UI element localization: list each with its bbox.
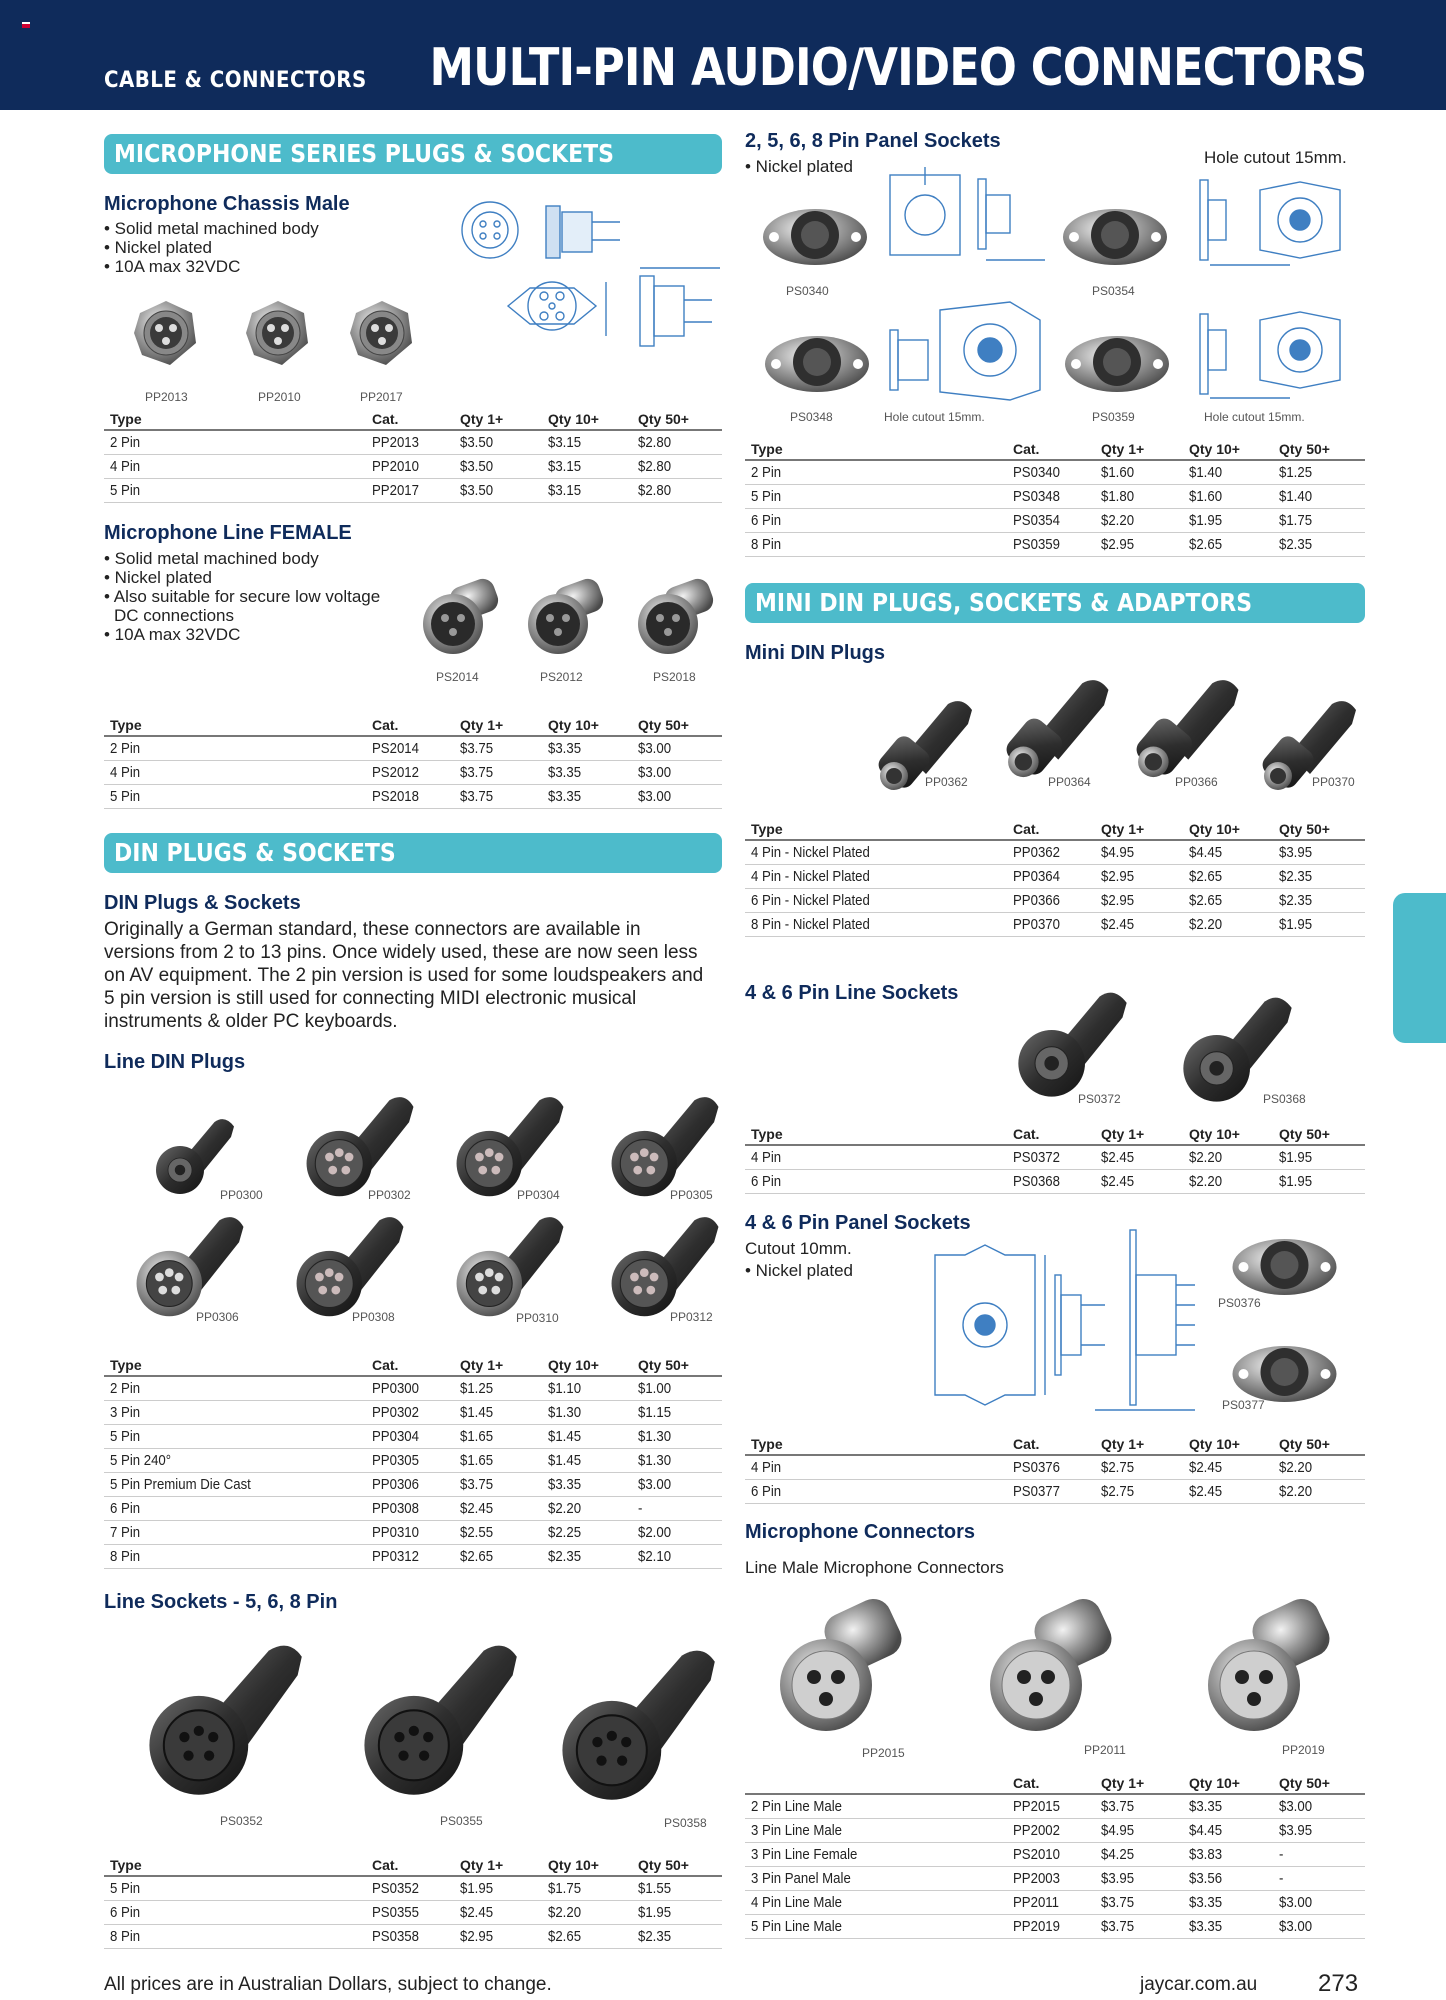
pp0364-image [995, 668, 1115, 788]
section-tab [1393, 893, 1446, 1043]
table-row: 8 Pin - Nickel Plated PP0370 $2.45 $2.20 $1.95 [745, 912, 1365, 936]
line-female-bullets: • Solid metal machined body • Nickel plated • Also suitable for secure low voltage DC connections • 10A max 32VDC [104, 549, 381, 644]
table-row: 5 Pin Line Male PP2019 $3.75 $3.35 $3.00 [745, 1914, 1365, 1938]
mini-panel-bullets: Cutout 10mm. • Nickel plated [745, 1239, 854, 1280]
table-row: 8 Pin PS0358 $2.95 $2.65 $2.35 [104, 1924, 722, 1948]
caption: PP0362 [925, 775, 968, 789]
mini-panel-diagram [925, 1225, 1210, 1415]
panel-sockets-table: Type Cat. Qty 1+ Qty 10+ Qty 50+ 2 Pin PS0340 $1.60 $1.40 $1.25 5 Pin PS0348 $1.80 $1.60 $1.40 6 Pin PS0354 $2.20 $1.95 $1.75 8 Pin PS0359 $2.95 $2.65 $2.35 [745, 438, 1365, 557]
ps0372-image [1010, 980, 1135, 1105]
pp2013-image [126, 293, 206, 373]
pp2011-image [978, 1595, 1128, 1745]
caption: PP2013 [145, 390, 188, 404]
page-number: 273 [1318, 1970, 1359, 1997]
hole-cutout-note: Hole cutout 15mm. [1204, 148, 1347, 167]
pp0305-image [605, 1085, 725, 1205]
pp0306-image [130, 1205, 250, 1325]
table-row: 5 Pin PS0348 $1.80 $1.60 $1.40 [745, 484, 1365, 508]
panel-socket-diagram-2 [1190, 170, 1350, 280]
caption: PS0358 [664, 1816, 707, 1830]
table-row: 2 Pin Line Male PP2015 $3.75 $3.35 $3.00 [745, 1794, 1365, 1818]
table-row: 5 Pin PS2018 $3.75 $3.35 $3.00 [104, 784, 722, 808]
pp0302-image [300, 1085, 420, 1205]
pp0308-image [290, 1205, 410, 1325]
table-row: 4 Pin PP2010 $3.50 $3.15 $2.80 [104, 454, 722, 478]
table-row: 6 Pin PS0355 $2.45 $2.20 $1.95 [104, 1900, 722, 1924]
caption: PP2015 [862, 1746, 905, 1760]
mini-line-sockets-title: 4 & 6 Pin Line Sockets [745, 982, 959, 1004]
table-row: 5 Pin PP0304 $1.65 $1.45 $1.30 [104, 1424, 722, 1448]
chassis-male-table: Type Cat. Qty 1+ Qty 10+ Qty 50+ 2 Pin PP2013 $3.50 $3.15 $2.80 4 Pin PP2010 $3.50 $3.15 $2.80 5 Pin PP2017 $3.50 $3.15 $2.80 [104, 408, 722, 503]
caption: PS0359 [1092, 410, 1135, 424]
caption: PP2019 [1282, 1743, 1325, 1757]
table-row: 4 Pin PS2012 $3.75 $3.35 $3.00 [104, 760, 722, 784]
caption: PS0377 [1222, 1398, 1265, 1412]
table-row: 5 Pin Premium Die Cast PP0306 $3.75 $3.35 $3.00 [104, 1472, 722, 1496]
table-row: 4 Pin Line Male PP2011 $3.75 $3.35 $3.00 [745, 1890, 1365, 1914]
table-row: 5 Pin PP2017 $3.50 $3.15 $2.80 [104, 478, 722, 502]
chassis-male-bullets: • Solid metal machined body • Nickel plated • 10A max 32VDC [104, 219, 319, 276]
caption: PS0340 [786, 284, 829, 298]
mic-connectors-title: Microphone Connectors [745, 1521, 976, 1543]
caption: PP0302 [368, 1188, 411, 1202]
section-label: CABLE & CONNECTORS [104, 68, 367, 93]
mini-panel-sockets-table: Type Cat. Qty 1+ Qty 10+ Qty 50+ 4 Pin PS0376 $2.75 $2.45 $2.20 6 Pin PS0377 $2.75 $2.45 $2.20 [745, 1433, 1365, 1504]
table-row: 6 Pin PS0377 $2.75 $2.45 $2.20 [745, 1479, 1365, 1503]
footer-url[interactable]: jaycar.com.au [1140, 1974, 1258, 1995]
line-sockets-title: Line Sockets - 5, 6, 8 Pin [104, 1591, 338, 1613]
table-row: 3 Pin Panel Male PP2003 $3.95 $3.56 - [745, 1866, 1365, 1890]
table-row: 3 Pin Line Female PS2010 $4.25 $3.83 - [745, 1842, 1365, 1866]
footer-note: All prices are in Australian Dollars, subject to change. [104, 1974, 552, 1995]
mic-connectors-subtitle: Line Male Microphone Connectors [745, 1558, 1004, 1577]
line-sockets-table: Type Cat. Qty 1+ Qty 10+ Qty 50+ 5 Pin PS0352 $1.95 $1.75 $1.55 6 Pin PS0355 $2.45 $2.20 $1.95 8 Pin PS0358 $2.95 $2.65 $2.35 [104, 1854, 722, 1949]
pp2015-image [768, 1595, 918, 1745]
ps2014-image [415, 572, 505, 662]
line-female-title: Microphone Line FEMALE [104, 522, 352, 544]
pp0310-image [450, 1205, 570, 1325]
caption: PS0352 [220, 1814, 263, 1828]
caption: PS0376 [1218, 1296, 1261, 1310]
ps0352-image [135, 1630, 310, 1805]
caption: PP0370 [1312, 775, 1355, 789]
table-row: 4 Pin PS0372 $2.45 $2.20 $1.95 [745, 1145, 1365, 1169]
ps0359-image [1062, 322, 1172, 402]
panel-socket-diagram-3 [880, 300, 1050, 410]
ps0348-image [762, 322, 872, 402]
caption: PS2014 [436, 670, 479, 684]
table-row: 4 Pin - Nickel Plated PP0362 $4.95 $4.45 $3.95 [745, 840, 1365, 864]
panel-sockets-bullet: • Nickel plated [745, 157, 854, 176]
caption: PS0368 [1263, 1092, 1306, 1106]
hole-cutout-label: Hole cutout 15mm. [1204, 410, 1305, 424]
table-row: 5 Pin 240° PP0305 $1.65 $1.45 $1.30 [104, 1448, 722, 1472]
table-row: 3 Pin PP0302 $1.45 $1.30 $1.15 [104, 1400, 722, 1424]
table-row: 2 Pin PP2013 $3.50 $3.15 $2.80 [104, 430, 722, 454]
panel-socket-diagram-1 [880, 165, 1050, 275]
line-din-plugs-title: Line DIN Plugs [104, 1051, 246, 1073]
pp0312-image [605, 1205, 725, 1325]
caption: PP0310 [516, 1311, 559, 1325]
din-heading: DIN PLUGS & SOCKETS [104, 833, 722, 873]
table-row: 2 Pin PS2014 $3.75 $3.35 $3.00 [104, 736, 722, 760]
flag-icon [22, 22, 30, 28]
table-row: 6 Pin PP0308 $2.45 $2.20 - [104, 1496, 722, 1520]
ps0358-image [548, 1635, 723, 1810]
mini-line-sockets-table: Type Cat. Qty 1+ Qty 10+ Qty 50+ 4 Pin PS0372 $2.45 $2.20 $1.95 6 Pin PS0368 $2.45 $2.20 $1.95 [745, 1123, 1365, 1194]
chassis-male-title: Microphone Chassis Male [104, 193, 350, 215]
mic-connectors-table: Cat. Qty 1+ Qty 10+ Qty 50+ 2 Pin Line Male PP2015 $3.75 $3.35 $3.00 3 Pin Line Male PP2002 $4.95 $4.45 $3.95 3 Pin Line Female PS2010 $4.25 $3.83 - 3 Pin Panel Male PP2003 $3.95 $3.56 - 4 Pin Line Male PP2011 $3.75 $3.35 $3.00 5 Pin Line Male PP2019 $3.75 $3.35 $3.00 [745, 1772, 1365, 1939]
page-header [0, 0, 1446, 110]
din-description: Originally a German standard, these connectors are available in versions from 2 to 13 pins. Once widely used, these are now seen less on AV equipment. The 2 pin version is used for some loudspeakers and 5 pin version is still used for connecting MIDI electronic musical instruments & older PC keyboards. [104, 919, 704, 1032]
pp2010-image [238, 293, 318, 373]
table-row: 8 Pin PS0359 $2.95 $2.65 $2.35 [745, 532, 1365, 556]
caption: PS0355 [440, 1814, 483, 1828]
pp0304-image [450, 1085, 570, 1205]
chassis-male-diagram [450, 196, 725, 396]
table-row: 6 Pin PS0354 $2.20 $1.95 $1.75 [745, 508, 1365, 532]
mic-series-heading: MICROPHONE SERIES PLUGS & SOCKETS [104, 134, 722, 174]
caption: PP0306 [196, 1310, 239, 1324]
ps2018-image [630, 572, 720, 662]
mini-panel-sockets-title: 4 & 6 Pin Panel Sockets [745, 1212, 971, 1234]
ps0376-image [1212, 1225, 1357, 1305]
mini-din-plugs-table: Type Cat. Qty 1+ Qty 10+ Qty 50+ 4 Pin - Nickel Plated PP0362 $4.95 $4.45 $3.95 4 Pin - Nickel Plated PP0364 $2.95 $2.65 $2.35 6 Pin - Nickel Plated PP0366 $2.95 $2.65 $2.35 8 Pin - Nickel Plated PP0370 $2.45 $2.20 $1.95 [745, 818, 1365, 937]
pp0300-image [150, 1110, 240, 1200]
mini-din-heading: MINI DIN PLUGS, SOCKETS & ADAPTORS [745, 583, 1365, 623]
caption: PP0312 [670, 1310, 713, 1324]
caption: PS2012 [540, 670, 583, 684]
caption: PP0304 [517, 1188, 560, 1202]
caption: PP0366 [1175, 775, 1218, 789]
din-subtitle: DIN Plugs & Sockets [104, 892, 301, 914]
table-row: 2 Pin PS0340 $1.60 $1.40 $1.25 [745, 460, 1365, 484]
caption: PP2010 [258, 390, 301, 404]
page-title: MULTI-PIN AUDIO/VIDEO CONNECTORS [429, 38, 1366, 98]
pp2019-image [1196, 1595, 1346, 1745]
caption: PP2017 [360, 390, 403, 404]
caption: PS0354 [1092, 284, 1135, 298]
ps2012-image [520, 572, 610, 662]
table-row: 2 Pin PP0300 $1.25 $1.10 $1.00 [104, 1376, 722, 1400]
hole-cutout-label: Hole cutout 15mm. [884, 410, 985, 424]
table-row: 4 Pin PS0376 $2.75 $2.45 $2.20 [745, 1455, 1365, 1479]
pp2017-image [342, 293, 422, 373]
table-row: 3 Pin Line Male PP2002 $4.95 $4.45 $3.95 [745, 1818, 1365, 1842]
caption: PP0364 [1048, 775, 1091, 789]
table-row: 6 Pin PS0368 $2.45 $2.20 $1.95 [745, 1169, 1365, 1193]
panel-sockets-title: 2, 5, 6, 8 Pin Panel Sockets [745, 130, 1001, 152]
line-din-plugs-table: Type Cat. Qty 1+ Qty 10+ Qty 50+ 2 Pin PP0300 $1.25 $1.10 $1.00 3 Pin PP0302 $1.45 $1.30 $1.15 5 Pin PP0304 $1.65 $1.45 $1.30 5 Pin 240° PP0305 $1.65 $1.45 $1.30 5 Pin Premium Die Cast PP0306 $3.75 $3.35 $3.00 6 Pin PP0308 $2.45 $2.20 - 7 Pin PP0310 $2.55 $2.25 $2.00 8 Pin PP0312 $2.65 $2.35 $2.10 [104, 1354, 722, 1569]
pp0366-image [1125, 668, 1245, 788]
panel-socket-diagram-4 [1190, 300, 1350, 410]
table-row: 6 Pin - Nickel Plated PP0366 $2.95 $2.65 $2.35 [745, 888, 1365, 912]
line-female-table: Type Cat. Qty 1+ Qty 10+ Qty 50+ 2 Pin PS2014 $3.75 $3.35 $3.00 4 Pin PS2012 $3.75 $3.35 $3.00 5 Pin PS2018 $3.75 $3.35 $3.00 [104, 714, 722, 809]
caption: PS2018 [653, 670, 696, 684]
mini-din-plugs-title: Mini DIN Plugs [745, 642, 885, 664]
table-row: 7 Pin PP0310 $2.55 $2.25 $2.00 [104, 1520, 722, 1544]
caption: PP0308 [352, 1310, 395, 1324]
caption: PP2011 [1084, 1743, 1126, 1757]
caption: PP0300 [220, 1188, 263, 1202]
ps0340-image [760, 195, 870, 275]
ps0354-image [1060, 195, 1170, 275]
table-row: 4 Pin - Nickel Plated PP0364 $2.95 $2.65 $2.35 [745, 864, 1365, 888]
table-row: 5 Pin PS0352 $1.95 $1.75 $1.55 [104, 1876, 722, 1900]
caption: PS0372 [1078, 1092, 1121, 1106]
caption: PS0348 [790, 410, 833, 424]
ps0355-image [350, 1630, 525, 1805]
table-row: 8 Pin PP0312 $2.65 $2.35 $2.10 [104, 1544, 722, 1568]
caption: PP0305 [670, 1188, 713, 1202]
